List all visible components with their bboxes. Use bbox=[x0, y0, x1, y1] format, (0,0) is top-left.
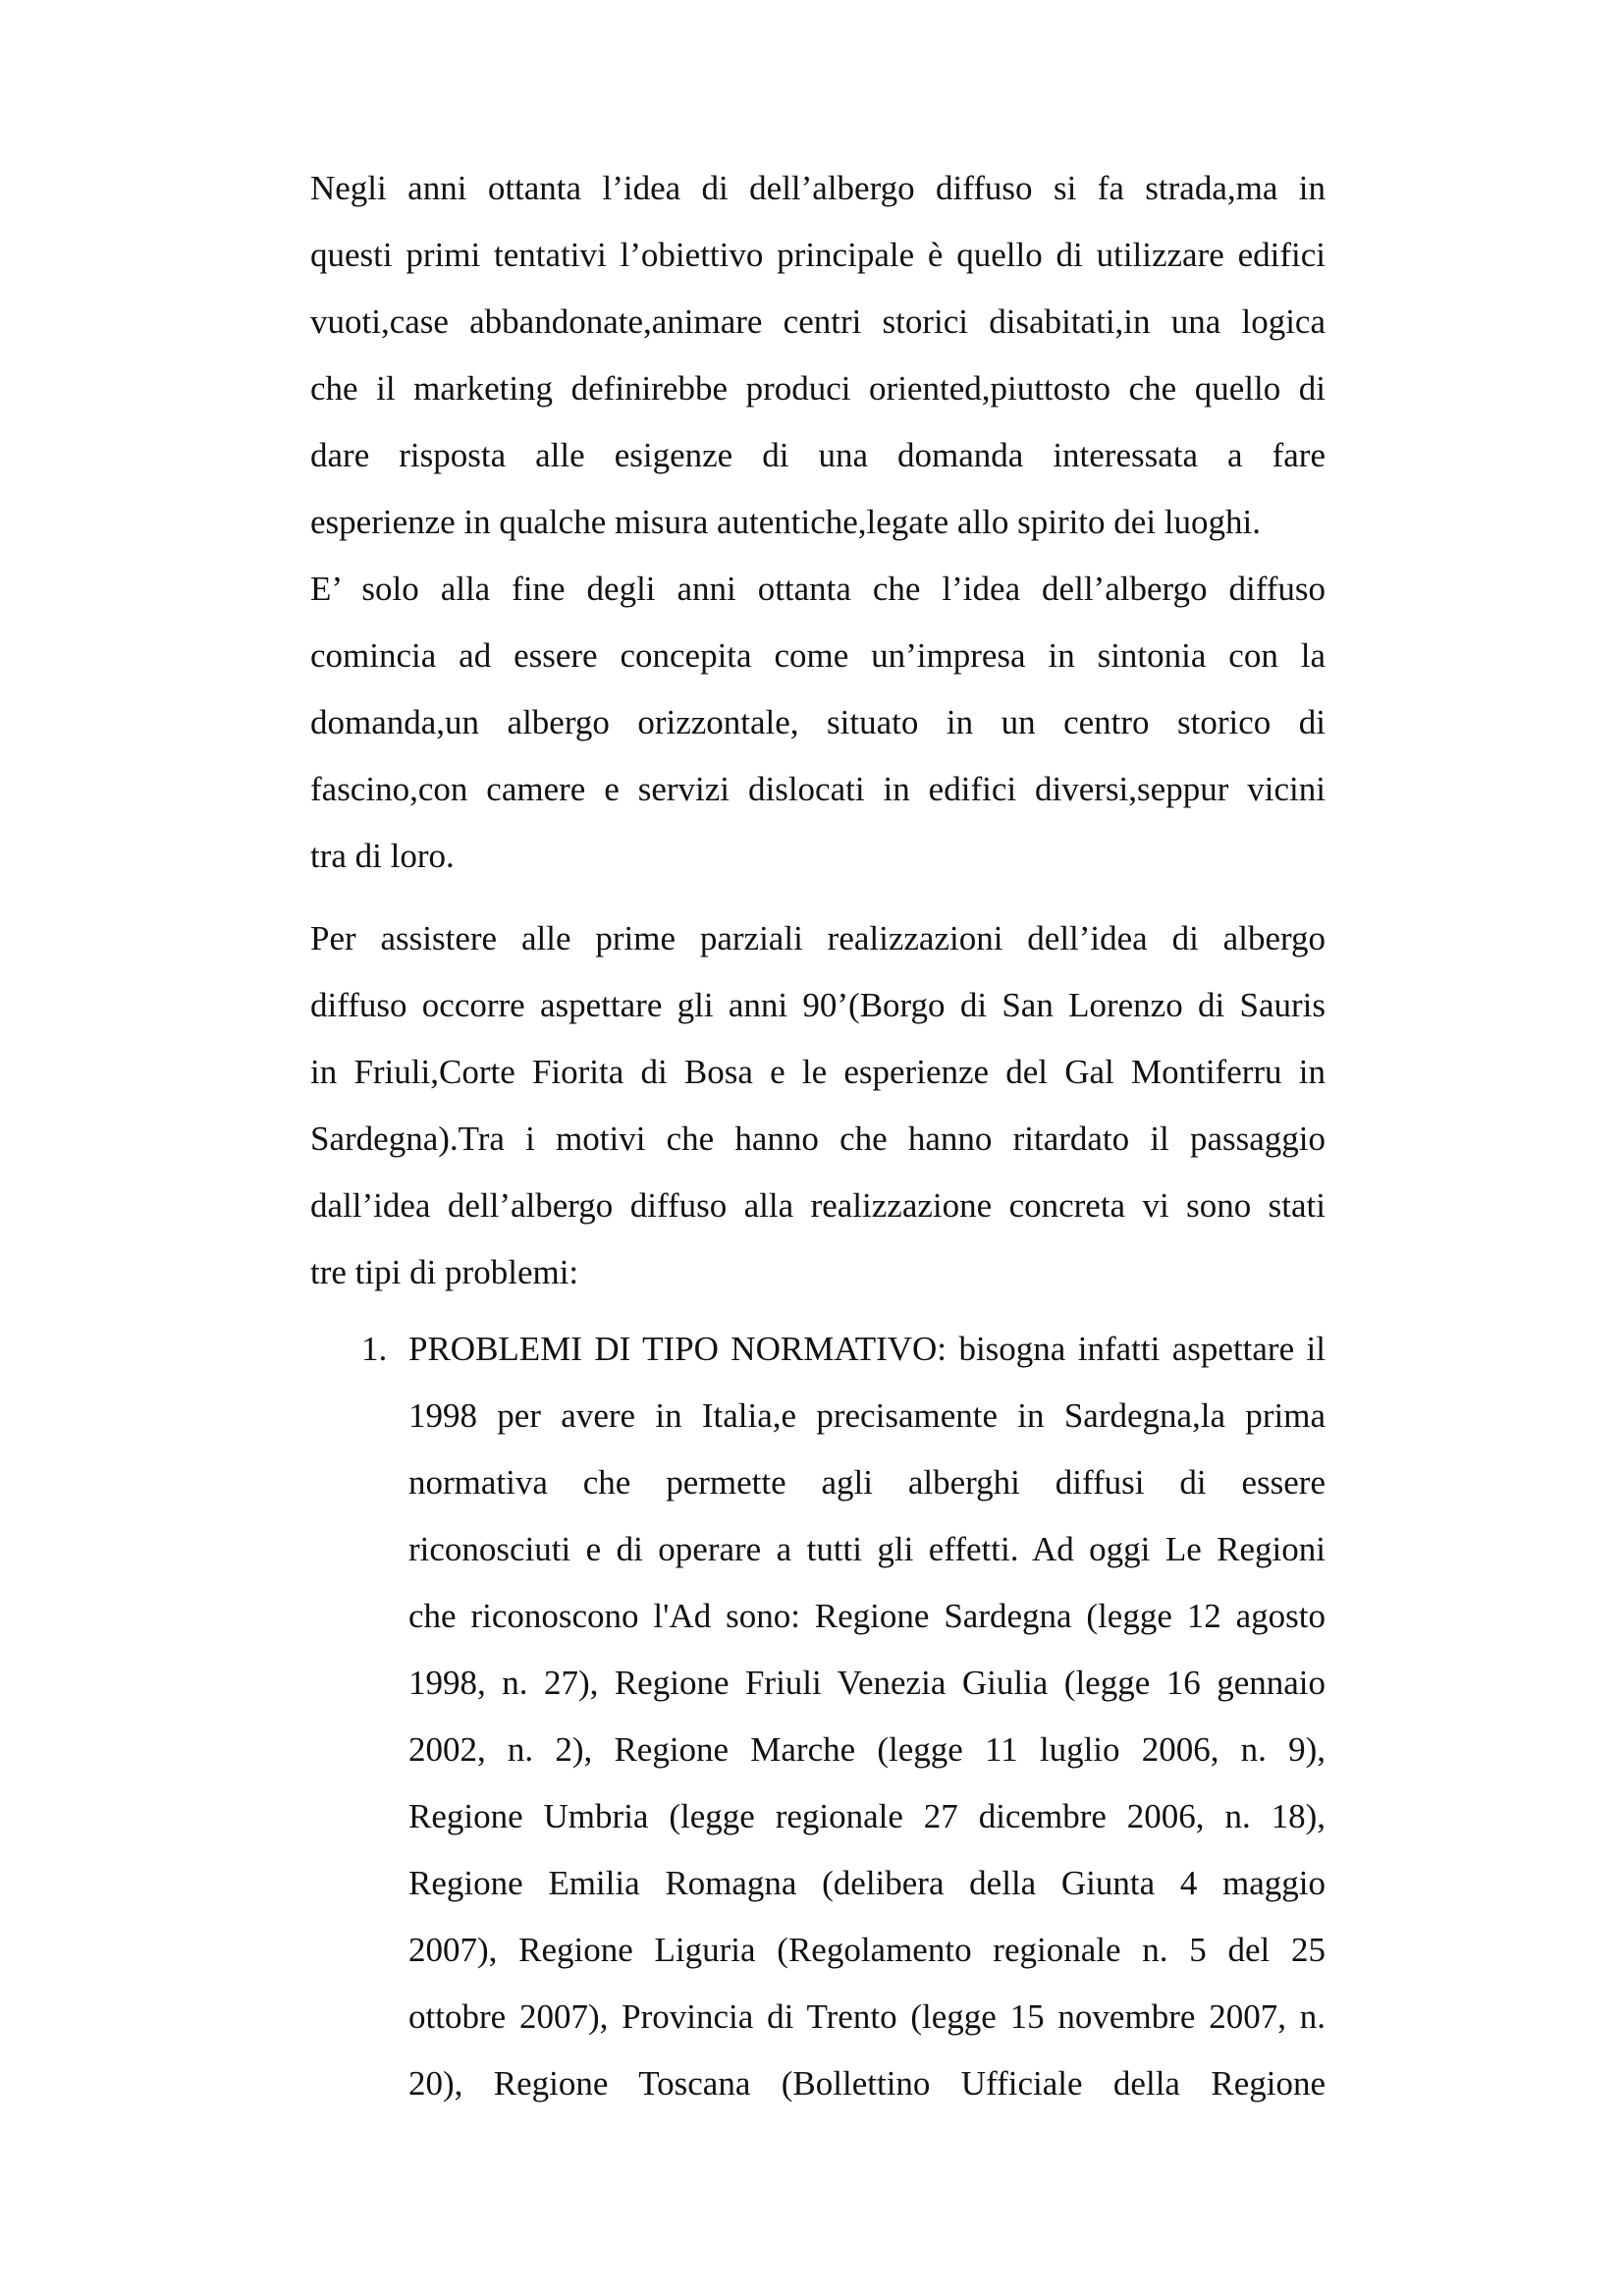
paragraph-3-line-4: Sardegna).Tra i motivi che hanno che hanno ritardato il passaggio bbox=[310, 1120, 1326, 1158]
paragraph-2-line-5: tra di loro. bbox=[310, 837, 455, 875]
paragraph-1-line-3: vuoti,case abbandonate,animare centri storici disabitati,in una logica bbox=[310, 302, 1326, 341]
paragraph-1-line-2: questi primi tentativi l’obiettivo principale è quello di utilizzare edifici bbox=[310, 236, 1326, 274]
paragraph-2-line-3: domanda,un albergo orizzontale, situato in un centro storico di bbox=[310, 703, 1326, 741]
list-item-1-line-7: 2002, n. 2), Regione Marche (legge 11 luglio 2006, n. 9), bbox=[408, 1730, 1326, 1769]
list-item-1-line-12: 20), Regione Toscana (Bollettino Ufficiale della Regione bbox=[408, 2064, 1326, 2103]
list-item-1-line-2: 1998 per avere in Italia,e precisamente in Sardegna,la prima bbox=[408, 1396, 1326, 1435]
list-item-1-marker: 1. bbox=[361, 1330, 388, 1368]
list-item-1-line-9: Regione Emilia Romagna (delibera della Giunta 4 maggio bbox=[408, 1864, 1326, 1902]
paragraph-3-line-3: in Friuli,Corte Fiorita di Bosa e le esperienze del Gal Montiferru in bbox=[310, 1053, 1326, 1091]
paragraph-1-line-5: dare risposta alle esigenze di una domanda interessata a fare bbox=[310, 436, 1326, 474]
paragraph-3-line-5: dall’idea dell’albergo diffuso alla realizzazione concreta vi sono stati bbox=[310, 1186, 1326, 1225]
list-item-1-line-8: Regione Umbria (legge regionale 27 dicembre 2006, n. 18), bbox=[408, 1797, 1326, 1835]
list-item-1-line-4: riconosciuti e di operare a tutti gli effetti. Ad oggi Le Regioni bbox=[408, 1530, 1326, 1568]
paragraph-3-line-6: tre tipi di problemi: bbox=[310, 1253, 579, 1291]
list-item-1-line-11: ottobre 2007), Provincia di Trento (legge 15 novembre 2007, n. bbox=[408, 1997, 1326, 2036]
paragraph-3-line-1: Per assistere alle prime parziali realizzazioni dell’idea di albergo bbox=[310, 919, 1326, 957]
list-item-1-line-3: normativa che permette agli alberghi diffusi di essere bbox=[408, 1463, 1326, 1502]
list-item-1-line-10: 2007), Regione Liguria (Regolamento regionale n. 5 del 25 bbox=[408, 1931, 1326, 1969]
list-item-1-line-6: 1998, n. 27), Regione Friuli Venezia Giulia (legge 16 gennaio bbox=[408, 1664, 1326, 1702]
paragraph-2-line-4: fascino,con camere e servizi dislocati in edifici diversi,seppur vicini bbox=[310, 770, 1326, 808]
list-item-1-line-1: PROBLEMI DI TIPO NORMATIVO: bisogna infatti aspettare il bbox=[408, 1330, 1326, 1368]
paragraph-2-line-1: E’ solo alla fine degli anni ottanta che l’idea dell’albergo diffuso bbox=[310, 570, 1326, 608]
paragraph-2-line-2: comincia ad essere concepita come un’impresa in sintonia con la bbox=[310, 636, 1326, 675]
paragraph-3-line-2: diffuso occorre aspettare gli anni 90’(Borgo di San Lorenzo di Sauris bbox=[310, 986, 1326, 1024]
paragraph-1-line-1: Negli anni ottanta l’idea di dell’albergo diffuso si fa strada,ma in bbox=[310, 169, 1326, 207]
paragraph-1-line-4: che il marketing definirebbe produci oriented,piuttosto che quello di bbox=[310, 369, 1326, 408]
list-item-1-line-5: che riconoscono l'Ad sono: Regione Sardegna (legge 12 agosto bbox=[408, 1597, 1326, 1635]
paragraph-1-line-6: esperienze in qualche misura autentiche,legate allo spirito dei luoghi. bbox=[310, 503, 1261, 541]
